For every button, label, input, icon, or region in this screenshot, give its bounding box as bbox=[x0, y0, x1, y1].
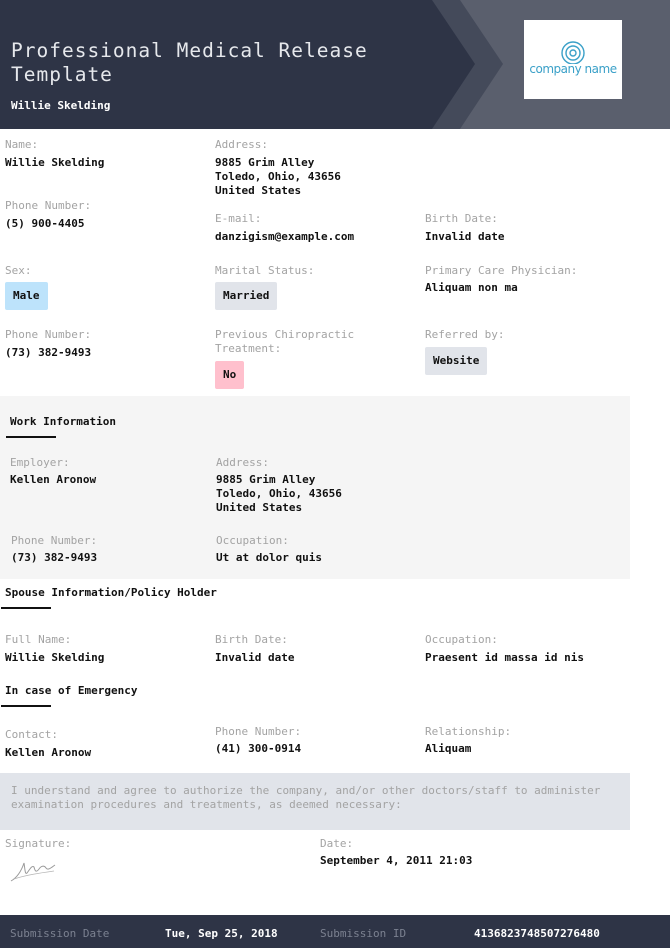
consent-text: I understand and agree to authorize the company, and/or other doctors/staff to administer examination procedures and treatments, as deemed necessary: bbox=[11, 784, 601, 811]
document-title: Professional Medical Release Template bbox=[11, 39, 368, 86]
work-phone-label: Phone Number: bbox=[11, 534, 98, 547]
logo-text: company name bbox=[529, 62, 617, 76]
work-address-value: 9885 Grim Alley Toledo, Ohio, 43656 United States bbox=[216, 473, 342, 514]
birth-date-value: Invalid date bbox=[425, 230, 505, 243]
work-title-underline bbox=[6, 436, 56, 438]
spouse-birth-value: Invalid date bbox=[215, 651, 295, 664]
sex-label: Sex: bbox=[5, 264, 32, 277]
relationship-label: Relationship: bbox=[425, 725, 512, 738]
submission-date-label: Submission Date bbox=[10, 927, 110, 940]
emergency-section-title: In case of Emergency bbox=[5, 684, 138, 697]
spouse-occupation-label: Occupation: bbox=[425, 633, 498, 646]
address-label: Address: bbox=[215, 138, 268, 151]
spouse-section-title: Spouse Information/Policy Holder bbox=[5, 586, 217, 599]
submission-date-value: Tue, Sep 25, 2018 bbox=[165, 927, 278, 940]
marital-status-badge: Married bbox=[215, 282, 277, 310]
emergency-phone-value: (41) 300-0914 bbox=[215, 742, 302, 755]
physician-label: Primary Care Physician: bbox=[425, 264, 578, 277]
name-value: Willie Skelding bbox=[5, 156, 105, 169]
birth-date-label: Birth Date: bbox=[425, 212, 498, 225]
phone2-label: Phone Number: bbox=[5, 328, 92, 341]
email-value: danzigism@example.com bbox=[215, 230, 355, 243]
submission-id-value: 4136823748507276480 bbox=[474, 927, 600, 940]
email-label: E-mail: bbox=[215, 212, 262, 225]
signature-date-label: Date: bbox=[320, 837, 354, 850]
phone2-value: (73) 382-9493 bbox=[5, 346, 92, 359]
chiropractic-label: Previous Chiropractic Treatment: bbox=[215, 328, 355, 355]
emergency-phone-label: Phone Number: bbox=[215, 725, 302, 738]
work-occupation-label: Occupation: bbox=[216, 534, 289, 547]
spouse-birth-label: Birth Date: bbox=[215, 633, 288, 646]
spouse-occupation-value: Praesent id massa id nis bbox=[425, 651, 584, 664]
spouse-name-label: Full Name: bbox=[5, 633, 72, 646]
physician-value: Aliquam non ma bbox=[425, 281, 518, 294]
signature-date-value: September 4, 2011 21:03 bbox=[320, 854, 473, 867]
work-section-title: Work Information bbox=[10, 415, 116, 428]
emergency-contact-value: Kellen Aronow bbox=[5, 746, 92, 759]
referred-by-label: Referred by: bbox=[425, 328, 505, 341]
spiral-logo-icon bbox=[524, 20, 622, 64]
marital-status-label: Marital Status: bbox=[215, 264, 315, 277]
work-occupation-value: Ut at dolor quis bbox=[216, 551, 322, 564]
signature-image bbox=[8, 855, 60, 885]
address-value: 9885 Grim Alley Toledo, Ohio, 43656 United States bbox=[215, 156, 341, 197]
employer-label: Employer: bbox=[10, 456, 70, 469]
page-header bbox=[0, 0, 670, 129]
spouse-name-value: Willie Skelding bbox=[5, 651, 105, 664]
name-label: Name: bbox=[5, 138, 39, 151]
spouse-title-underline bbox=[1, 607, 51, 609]
work-phone-value: (73) 382-9493 bbox=[11, 551, 98, 564]
signature-label: Signature: bbox=[5, 837, 72, 850]
company-logo bbox=[524, 20, 622, 99]
work-address-label: Address: bbox=[216, 456, 269, 469]
emergency-title-underline bbox=[1, 705, 51, 707]
employer-value: Kellen Aronow bbox=[10, 473, 97, 486]
phone-label: Phone Number: bbox=[5, 199, 92, 212]
page-footer bbox=[0, 915, 670, 948]
referred-by-badge: Website bbox=[425, 347, 487, 375]
submission-id-label: Submission ID bbox=[320, 927, 407, 940]
phone-value: (5) 900-4405 bbox=[5, 217, 85, 230]
emergency-contact-label: Contact: bbox=[5, 728, 58, 741]
sex-badge: Male bbox=[5, 282, 48, 310]
relationship-value: Aliquam bbox=[425, 742, 472, 755]
document-subtitle: Willie Skelding bbox=[11, 99, 111, 112]
chiropractic-badge: No bbox=[215, 361, 244, 389]
